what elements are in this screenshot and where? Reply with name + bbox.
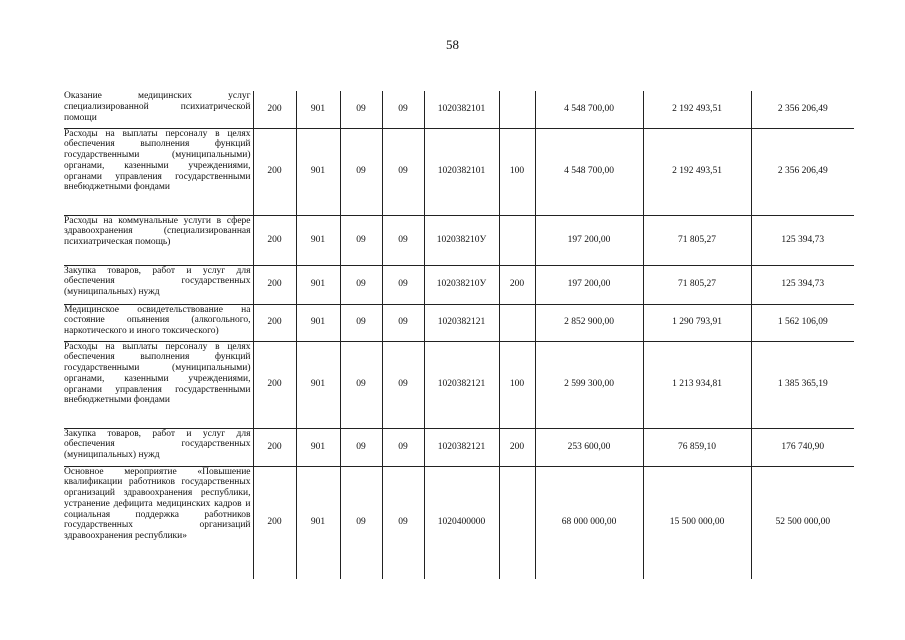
amount-2: 1 290 793,91 [643, 304, 751, 341]
col-4: 09 [382, 341, 424, 428]
expense-type: 200 [499, 265, 535, 304]
amount-2: 2 192 493,51 [643, 91, 751, 128]
expense-type: 100 [499, 341, 535, 428]
row-name: Расходы на выплаты персоналу в целях обеспечения выполнения функций государственными (муниципальными) органами, казенными учреждениями, органами управления государственными внебюджетными фондами [64, 341, 253, 428]
amount-2: 15 500 000,00 [643, 466, 751, 579]
budget-table [64, 91, 854, 579]
total-amount: 2 852 900,00 [535, 304, 643, 341]
target-code: 1020382121 [424, 428, 499, 466]
total-amount: 253 600,00 [535, 428, 643, 466]
col-3: 09 [340, 91, 382, 128]
target-code: 1020382101 [424, 128, 499, 215]
amount-3: 125 394,73 [751, 265, 854, 304]
amount-2: 76 859,10 [643, 428, 751, 466]
col-4: 09 [382, 215, 424, 265]
col-2: 901 [296, 428, 340, 466]
col-1: 200 [253, 128, 296, 215]
col-2: 901 [296, 215, 340, 265]
col-2: 901 [296, 466, 340, 579]
col-1: 200 [253, 215, 296, 265]
col-2: 901 [296, 265, 340, 304]
col-4: 09 [382, 304, 424, 341]
col-3: 09 [340, 128, 382, 215]
expense-type: 200 [499, 428, 535, 466]
target-code: 1020382121 [424, 304, 499, 341]
table-row [64, 265, 854, 304]
target-code: 102038210У [424, 215, 499, 265]
target-code: 1020382101 [424, 91, 499, 128]
col-1: 200 [253, 428, 296, 466]
expense-type: 100 [499, 128, 535, 215]
table-row [64, 341, 854, 428]
amount-3: 2 356 206,49 [751, 128, 854, 215]
page-number: 58 [446, 37, 459, 52]
row-name: Закупка товаров, работ и услуг для обеспечения государственных (муниципальных) нужд [64, 428, 253, 466]
expense-type [499, 304, 535, 341]
amount-3: 1 562 106,09 [751, 304, 854, 341]
total-amount: 4 548 700,00 [535, 91, 643, 128]
amount-3: 125 394,73 [751, 215, 854, 265]
expense-type [499, 466, 535, 579]
col-2: 901 [296, 91, 340, 128]
amount-3: 52 500 000,00 [751, 466, 854, 579]
amount-3: 176 740,90 [751, 428, 854, 466]
col-4: 09 [382, 428, 424, 466]
col-1: 200 [253, 265, 296, 304]
col-4: 09 [382, 128, 424, 215]
col-4: 09 [382, 466, 424, 579]
amount-2: 2 192 493,51 [643, 128, 751, 215]
total-amount: 68 000 000,00 [535, 466, 643, 579]
total-amount: 197 200,00 [535, 265, 643, 304]
col-2: 901 [296, 128, 340, 215]
col-3: 09 [340, 428, 382, 466]
amount-2: 71 805,27 [643, 215, 751, 265]
col-3: 09 [340, 304, 382, 341]
col-3: 09 [340, 466, 382, 579]
row-name: Основное мероприятие «Повышение квалификации работников государственных организаций здравоохранения республики, устранение дефицита медицинских кадров и социальная поддержка работников государственных организаций здравоохранения республики» [64, 466, 253, 579]
table-row [64, 466, 854, 579]
total-amount: 2 599 300,00 [535, 341, 643, 428]
col-2: 901 [296, 304, 340, 341]
col-3: 09 [340, 215, 382, 265]
row-name: Расходы на коммунальные услуги в сфере здравоохранения (специализированная психиатрическая помощь) [64, 215, 253, 265]
col-4: 09 [382, 91, 424, 128]
amount-2: 1 213 934,81 [643, 341, 751, 428]
row-name: Закупка товаров, работ и услуг для обеспечения государственных (муниципальных) нужд [64, 265, 253, 304]
col-1: 200 [253, 91, 296, 128]
row-name: Медицинское освидетельствование на состояние опьянения (алкогольного, наркотического и иного токсического) [64, 304, 253, 341]
table-row [64, 304, 854, 341]
row-name: Расходы на выплаты персоналу в целях обеспечения выполнения функций государственными (муниципальными) органами, казенными учреждениями, органами управления государственными внебюджетными фондами [64, 128, 253, 215]
total-amount: 4 548 700,00 [535, 128, 643, 215]
total-amount: 197 200,00 [535, 215, 643, 265]
table-row [64, 428, 854, 466]
target-code: 1020400000 [424, 466, 499, 579]
table-row [64, 91, 854, 128]
table-row [64, 128, 854, 215]
col-3: 09 [340, 265, 382, 304]
col-4: 09 [382, 265, 424, 304]
target-code: 102038210У [424, 265, 499, 304]
col-1: 200 [253, 466, 296, 579]
col-1: 200 [253, 304, 296, 341]
expense-type [499, 215, 535, 265]
table-row [64, 215, 854, 265]
expense-type [499, 91, 535, 128]
col-1: 200 [253, 341, 296, 428]
target-code: 1020382121 [424, 341, 499, 428]
amount-2: 71 805,27 [643, 265, 751, 304]
col-2: 901 [296, 341, 340, 428]
col-3: 09 [340, 341, 382, 428]
amount-3: 1 385 365,19 [751, 341, 854, 428]
row-name: Оказание медицинских услуг специализированной психиатрической помощи [64, 91, 253, 128]
amount-3: 2 356 206,49 [751, 91, 854, 128]
table-body [64, 91, 854, 579]
